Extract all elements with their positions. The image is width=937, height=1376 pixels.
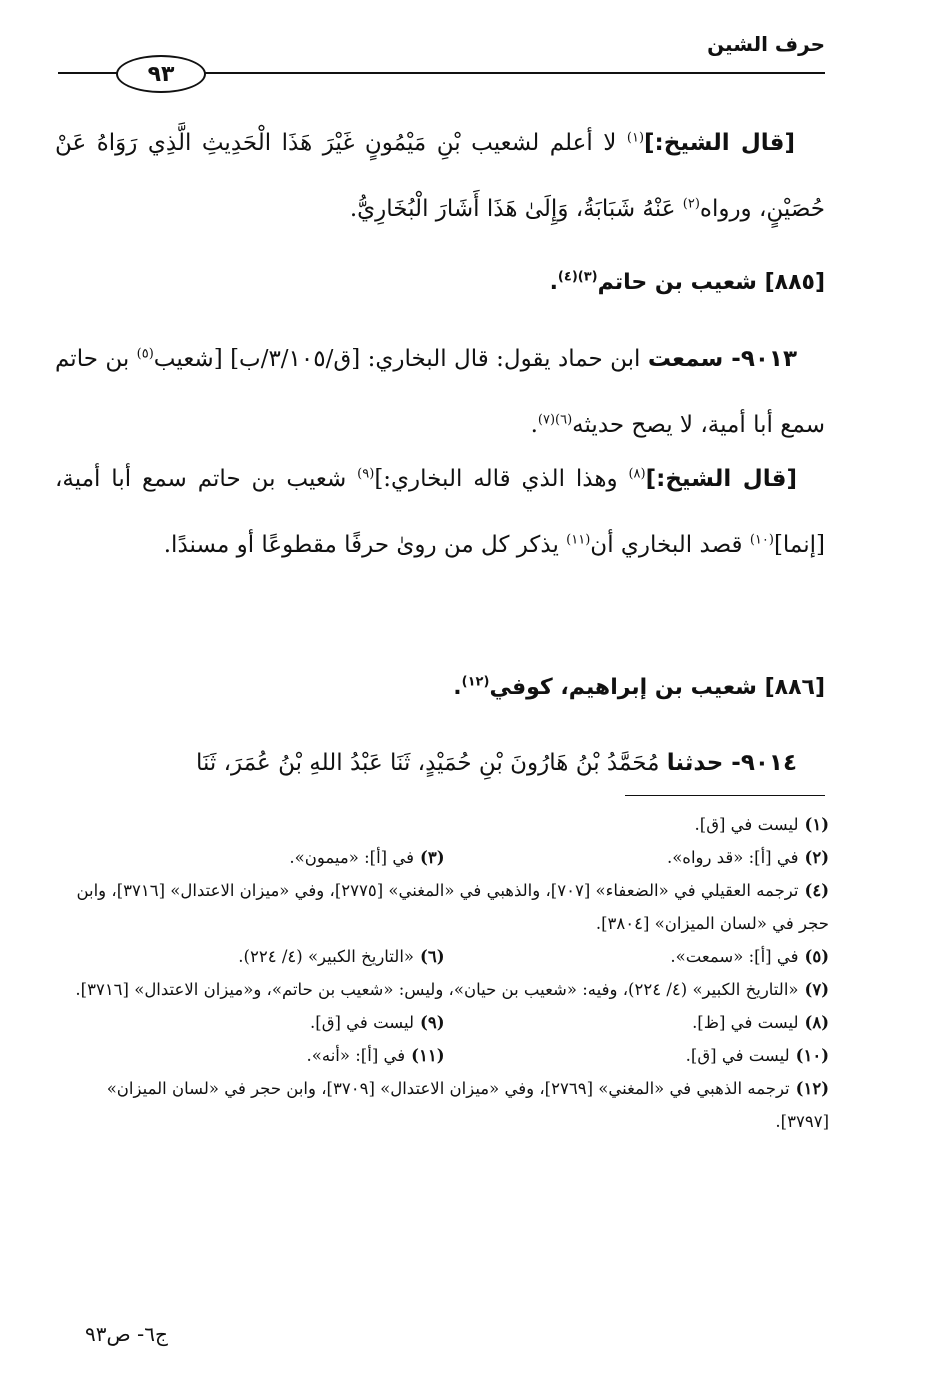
paragraph-sheikh-note-2 xyxy=(55,446,825,578)
footnote-1: (١)ليست في [ق]. xyxy=(694,815,829,834)
footnote-10: (١٠)ليست في [ق]. xyxy=(685,1046,829,1065)
text: وهذا الذي قاله البخاري:] xyxy=(374,466,629,492)
footnote-11: (١١)في [أ]: «أنه». xyxy=(306,1046,445,1065)
text: . xyxy=(530,412,538,438)
text: لا أعلم لشعيب بْنِ مَيْمُونٍ غَيْرَ هَذَا الْحَدِيثِ الَّذِي رَوَاهُ عَنْ حُصَيْنٍ، ورواه xyxy=(55,130,825,222)
footnote-9: (٩)ليست في [ق]. xyxy=(310,1013,445,1032)
heading-end: . xyxy=(453,675,462,700)
footnote-8: (٨)ليست في [ظ]. xyxy=(692,1013,829,1032)
entry-heading-886 xyxy=(453,675,825,700)
footnote-ref: (١٢) xyxy=(461,674,490,690)
footnote-2: (٢)في [أ]: «قد رواه». xyxy=(666,848,829,867)
footnote-row xyxy=(60,1006,829,1039)
footnote-7: (٧)«التاريخ الكبير» (٤/ ٢٢٤)، وفيه: «شعيب بن حيان»، وليس: «شعيب بن حاتم»، و«ميزان الاعتدال» [٣٧١٦]. xyxy=(75,980,829,999)
heading-text: [٨٨٦] شعيب بن إبراهيم، كوفي xyxy=(489,675,825,700)
footnote-ref: (٥) xyxy=(136,346,154,362)
text: بن حاتم سمع أبا أمية، لا يصح حديثه xyxy=(55,346,825,438)
footnote-ref: (٣)(٤) xyxy=(557,269,598,285)
text: يذكر كل من روىٰ حرفًا مقطوعًا أو مسندًا. xyxy=(163,532,567,558)
label: [قال الشيخ:] xyxy=(644,130,796,156)
footnote-4: (٤)ترجمه العقيلي في «الضعفاء» [٧٠٧]، والذهبي في «المغني» [٢٧٧٥]، وفي «ميزان الاعتدال» [٣٧١٦]، وابن حجر في «لسان الميزان» [٣٨٠٤]. xyxy=(76,881,829,933)
footnote-separator xyxy=(625,795,825,796)
hadith-9013 xyxy=(55,326,825,458)
hadith-number: ٩٠١٤- حدثنا xyxy=(666,750,797,776)
footnote-6: (٦)«التاريخ الكبير» (٤/ ٢٢٤). xyxy=(238,947,445,966)
label: [قال الشيخ:] xyxy=(645,466,797,492)
footnote-5: (٥)في [أ]: «سمعت». xyxy=(670,947,829,966)
heading-text: [٨٨٥] شعيب بن حاتم xyxy=(597,270,825,295)
text: ابن حماد يقول: قال البخاري: [ق/٣/١٠٥/ب] [شعيب xyxy=(153,346,648,372)
hadith-number: ٩٠١٣- سمعت xyxy=(647,346,797,372)
paragraph-sheikh-note-1 xyxy=(55,110,825,242)
footnote-12: (١٢)ترجمه الذهبي في «المغني» [٢٧٦٩]، وفي «ميزان الاعتدال» [٣٧٠٩]، وابن حجر في «لسان الميزان» [٣٧٩٧]. xyxy=(106,1079,829,1131)
footnote-3: (٣)في [أ]: «ميمون». xyxy=(289,848,445,867)
text: عَنْهُ شَبَابَةُ، وَإِلَىٰ هَذَا أَشَارَ الْبُخَارِيُّ. xyxy=(349,196,683,222)
footnotes xyxy=(60,808,829,1138)
page-footer-reference: ج٦- ص٩٣ xyxy=(85,1322,168,1346)
heading-end: . xyxy=(549,270,558,295)
footnote-ref: (٢) xyxy=(682,196,700,212)
text: مُحَمَّدُ بْنُ هَارُونَ بْنِ حُمَيْدٍ، ثَنَا عَبْدُ اللهِ بْنُ عُمَرَ، ثَنَا xyxy=(195,750,667,776)
footnote-ref: (٨) xyxy=(628,466,646,482)
footnote-row xyxy=(60,841,829,874)
footnote-ref: (٩) xyxy=(357,466,375,482)
footnote-ref: (١٠) xyxy=(749,532,774,548)
footnote-ref: (٦)(٧) xyxy=(537,412,573,428)
hadith-9014 xyxy=(55,730,825,796)
text: قصد البخاري أن xyxy=(590,532,750,558)
footnote-row xyxy=(60,940,829,973)
page-number-badge: ٩٣ xyxy=(116,55,206,93)
text: شعيب بن حاتم سمع أبا أمية، [إنما] xyxy=(55,466,825,558)
entry-heading-885 xyxy=(550,270,825,295)
footnote-row xyxy=(60,1039,829,1072)
footnote-ref: (١١) xyxy=(566,532,591,548)
footnote-ref: (١) xyxy=(626,130,645,146)
header-title: حرف الشين xyxy=(707,32,825,56)
